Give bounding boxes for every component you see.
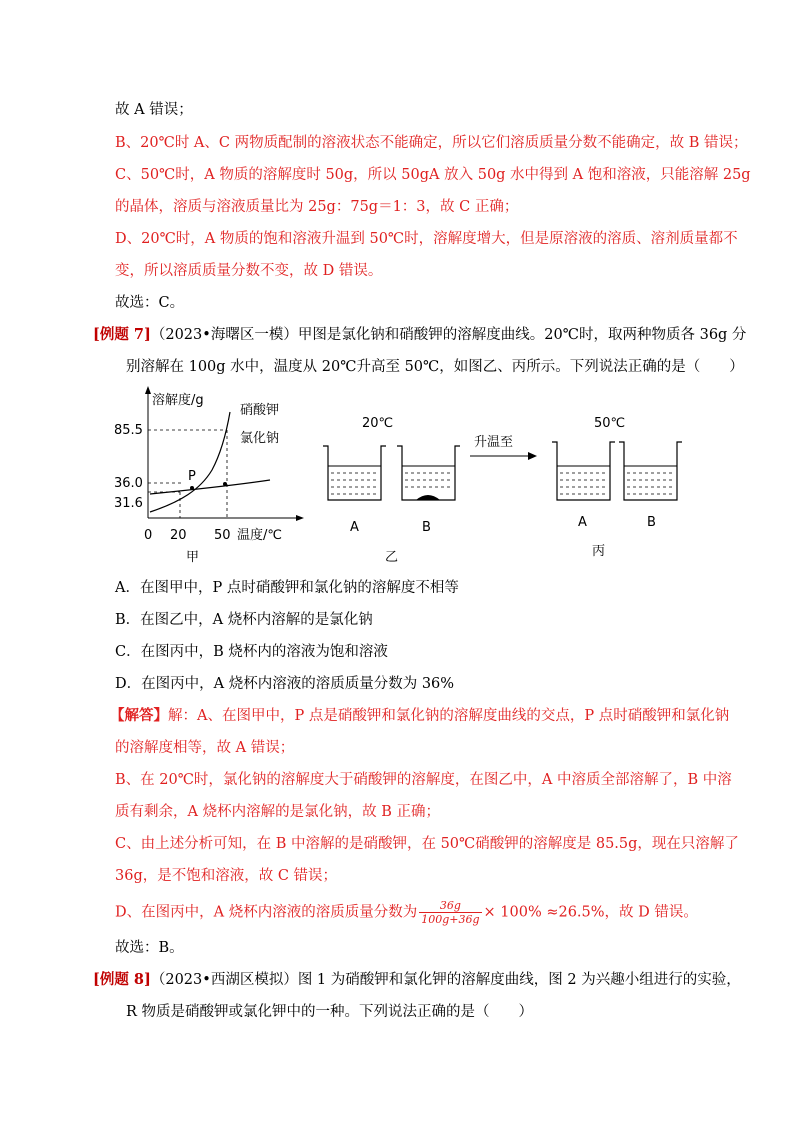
option-d: D．在图丙中，A 烧杯内溶液的溶质质量分数为 36% [115,676,455,692]
curve-label-nacl: 氯化钠 [240,431,280,446]
example-7-line-1 [93,325,746,345]
example-8-line-1 [93,970,741,990]
arrow-label: 升温至 [474,435,514,450]
figure-bing-label: 丙 [592,544,606,559]
curve-kno3 [150,412,230,512]
example-7-line-2: 别溶解在 100g 水中，温度从 20℃升高至 50℃，如图乙、丙所示。下列说法正确的是（ ） [126,359,744,375]
answer-line-6: 36g，是不饱和溶液，故 C 错误； [115,868,338,884]
answer-line-3: B、在 20℃时，氯化钠的溶解度大于硝酸钾的溶解度，在图乙中，A 中溶质全部溶解了，B 中溶 [115,772,732,788]
point-p-label: P [188,469,196,484]
option-b: B．在图乙中，A 烧杯内溶解的是氯化钠 [115,612,373,628]
answer-text: 解：A、在图甲中，P 点是硝酸钾和氯化钠的溶解度曲线的交点，P 点时硝酸钾和氯化钠 [168,708,730,724]
answer-choice: 故选：B。 [115,940,184,956]
answer-line-1 [110,706,729,726]
beaker-a-yi [323,446,386,500]
curve-label-kno3: 硝酸钾 [240,403,280,418]
beaker-b-label-bing: B [647,515,656,530]
figure-jia-label: 甲 [186,550,200,565]
fraction [419,899,481,926]
example-8-tag: [例题 8] [93,971,151,988]
example-7-tag: [例题 7] [93,326,151,343]
fraction-numerator: 36g [419,899,481,913]
figure-yi-label: 乙 [385,550,399,565]
text-line: 故选：C。 [115,295,185,311]
x-tick-0: 0 [144,528,153,543]
text-line: 故 A 错误； [115,102,193,118]
text-line: 变，所以溶质质量分数不变，故 D 错误。 [115,263,383,279]
example-8-line-2: R 物质是硝酸钾或氯化钾中的一种。下列说法正确的是（ ） [126,1004,534,1020]
temp-20-label: 20℃ [362,416,394,431]
example-8-text: （2023•西湖区模拟）图 1 为硝酸钾和氯化钾的溶解度曲线，图 2 为兴趣小组进行的实验， [150,972,741,988]
text-line: B、20℃时 A、C 两物质配制的溶液状态不能确定，所以它们溶质质量分数不能确定，故 B 错误； [115,135,748,151]
temp-50-label: 50℃ [594,416,626,431]
fraction-denominator: 100g+36g [421,913,480,926]
answer-line-7 [115,899,698,926]
option-c: C．在图丙中，B 烧杯内的溶液为饱和溶液 [115,644,388,660]
text-line: 的晶体，溶质与溶液质量比为 25g：75g＝1：3，故 C 正确； [115,199,519,215]
answer-line-4: 质有剩余，A 烧杯内溶解的是氯化钠，故 B 正确； [115,804,440,820]
curve-nacl [150,480,270,494]
y-tick-85.5: 85.5 [114,423,143,438]
x-tick-20: 20 [170,528,187,543]
y-tick-36.0: 36.0 [114,476,143,491]
text-line: D、20℃时，A 物质的饱和溶液升温到 50℃时，溶解度增大，但是原溶液的溶质、溶剂质量都不 [115,231,738,247]
answer-line-5: C、由上述分析可知，在 B 中溶解的是硝酸钾，在 50℃硝酸钾的溶解度是 85.5g，现在只溶解了 [115,836,739,852]
solubility-figure [100,380,700,570]
x-tick-50: 50 [214,528,231,543]
undissolved-solid [416,495,440,500]
beaker-b-yi [397,446,460,500]
beaker-b-bing [619,442,682,500]
y-tick-31.6: 31.6 [114,496,143,511]
beaker-a-label-yi: A [350,520,359,535]
beaker-b-label-yi: B [422,520,431,535]
answer-tag: 【解答】 [110,707,168,724]
example-7-text: （2023•海曙区一模）甲图是氯化钠和硝酸钾的溶解度曲线。20℃时，取两种物质各 36g 分 [150,327,747,343]
text-line: C、50℃时，A 物质的溶解度时 50g，所以 50gA 放入 50g 水中得到 A 饱和溶液，只能溶解 25g [115,167,751,183]
answer-line-2: 的溶解度相等，故 A 错误； [115,740,295,756]
answer-d-pre: D、在图丙中，A 烧杯内溶液的溶质质量分数为 [115,904,418,921]
beaker-a-label-bing: A [578,515,587,530]
y-axis-label: 溶解度/g [152,393,204,408]
x-axis-label: 温度/℃ [237,528,282,543]
answer-d-post: × 100% ≈26.5%，故 D 错误。 [483,904,698,921]
beaker-a-bing [552,442,615,500]
option-a: A．在图甲中，P 点时硝酸钾和氯化钠的溶解度不相等 [115,580,459,596]
